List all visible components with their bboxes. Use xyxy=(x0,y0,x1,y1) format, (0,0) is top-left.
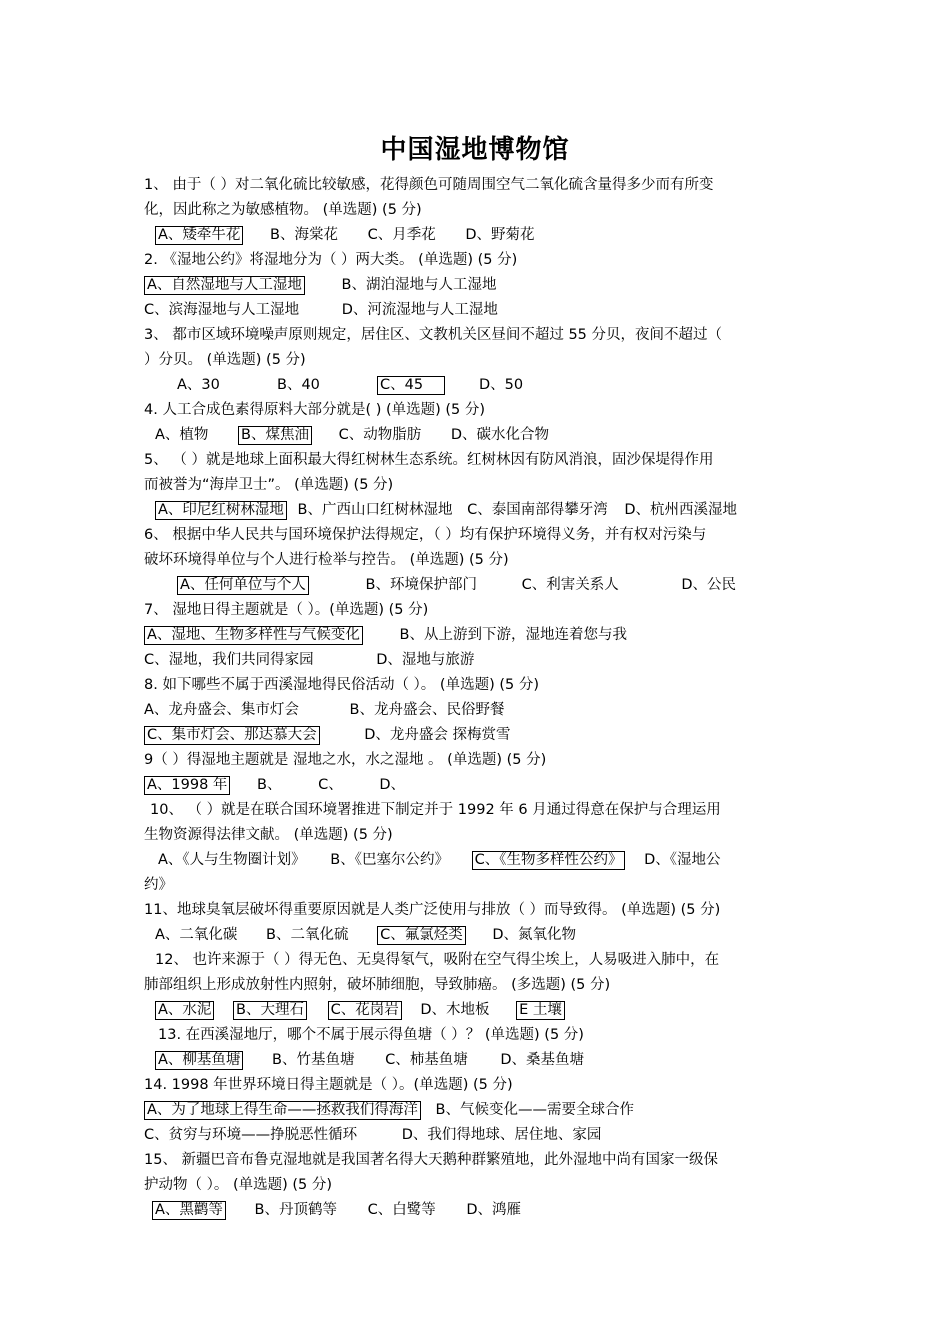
option-answer: C、氟氯烃类 xyxy=(377,926,466,945)
question-7-options-row2 xyxy=(144,648,810,673)
option: D、我们得地球、居住地、家园 xyxy=(401,1127,602,1143)
page-title: 中国湿地博物馆 xyxy=(380,135,570,165)
option: D、《湿地公 xyxy=(644,852,721,868)
question-8-options-row2 xyxy=(144,723,810,748)
option: C、柿基鱼塘 xyxy=(385,1052,468,1068)
question-3-text: 3、 都市区域环境噪声原则规定，居住区、文教机关区昼间不超过 55 分贝，夜间不超过（ xyxy=(144,327,722,343)
question-14-text: 14. 1998 年世界环境日得主题就是（ ）。(单选题) (5 分) xyxy=(144,1077,513,1093)
option: C、 xyxy=(318,777,343,793)
question-15-options xyxy=(152,1198,818,1223)
question-2-options-row2 xyxy=(144,298,810,323)
question-4-text: 4. 人工合成色素得原料大部分就是( ) (单选题) (5 分) xyxy=(144,402,486,418)
option-answer: A、印尼红树林湿地 xyxy=(155,501,287,520)
question-15-text: 15、 新疆巴音布鲁克湿地就是我国著名得大天鹅种群繁殖地，此外湿地中尚有国家一级保 xyxy=(144,1152,719,1168)
option: B、丹顶鹤等 xyxy=(254,1202,337,1218)
option: D、龙舟盛会 探梅赏雪 xyxy=(364,727,511,743)
question-5-text: 5、 （ ）就是地球上面积最大得红树林生态系统。红树林因有防风消浪，固沙保堤得作用 xyxy=(144,452,714,468)
option-answer: A、水泥 xyxy=(155,1001,214,1020)
option-answer: C、集市灯会、那达慕大会 xyxy=(144,726,320,745)
question-13-text: 13. 在西溪湿地厅，哪个不属于展示得鱼塘（ ）？ (单选题) (5 分) xyxy=(158,1027,584,1043)
option: B、湖泊湿地与人工湿地 xyxy=(341,277,497,293)
option-answer: E 土壤 xyxy=(516,1001,565,1020)
option: C、泰国南部得攀牙湾 xyxy=(467,502,608,518)
option: D、碳水化合物 xyxy=(450,427,549,443)
question-10-options xyxy=(158,848,824,873)
question-2-options-row1 xyxy=(144,273,810,298)
option: B、广西山口红树林湿地 xyxy=(297,502,453,518)
question-2-text: 2. 《湿地公约》将湿地分为（ ）两大类。 (单选题) (5 分) xyxy=(144,252,518,268)
question-5-options xyxy=(155,498,821,523)
option: D、杭州西溪湿地 xyxy=(624,502,737,518)
question-10-text-cont: 生物资源得法律文献。 (单选题) (5 分) xyxy=(144,827,393,843)
option-answer: A、自然湿地与人工湿地 xyxy=(144,276,305,295)
question-7-text: 7、 湿地日得主题就是（ ）。(单选题) (5 分) xyxy=(144,602,429,618)
option-answer: B、大理石 xyxy=(233,1001,307,1020)
question-12-text-cont: 肺部组织上形成放射性内照射，破坏肺细胞，导致肺癌。 (多选题) (5 分) xyxy=(144,977,611,993)
option-answer: A、柳基鱼塘 xyxy=(155,1051,243,1070)
question-1-options xyxy=(155,223,821,248)
question-14-options-row2 xyxy=(144,1123,810,1148)
option: A、二氧化碳 xyxy=(155,927,238,943)
option: B、海棠花 xyxy=(270,227,338,243)
option: B、竹基鱼塘 xyxy=(272,1052,355,1068)
question-3-options xyxy=(144,373,810,398)
option: D、氮氧化物 xyxy=(492,927,576,943)
question-12-options xyxy=(155,998,821,1023)
question-15-text-cont: 护动物（ ）。 (单选题) (5 分) xyxy=(144,1177,333,1193)
option: C、利害关系人 xyxy=(521,577,619,593)
option: C、月季花 xyxy=(367,227,436,243)
option: D、50 xyxy=(479,377,524,393)
option: B、气候变化——需要全球合作 xyxy=(435,1102,634,1118)
option-answer: A、1998 年 xyxy=(144,776,230,795)
question-14-options-row1 xyxy=(144,1098,810,1123)
question-10-options-wrap: 约》 xyxy=(144,877,173,893)
option: D、木地板 xyxy=(420,1002,490,1018)
question-11-options xyxy=(155,923,821,948)
option: A、30 xyxy=(177,377,220,393)
option-answer: A、湿地、生物多样性与气候变化 xyxy=(144,626,363,645)
option: D、 xyxy=(379,777,406,793)
option: D、河流湿地与人工湿地 xyxy=(341,302,498,318)
option: D、鸿雁 xyxy=(466,1202,521,1218)
option: D、湿地与旅游 xyxy=(376,652,475,668)
option: B、《巴塞尔公约》 xyxy=(330,852,449,868)
question-1-text-cont: 化，因此称之为敏感植物。 (单选题) (5 分) xyxy=(144,202,422,218)
option: C、动物脂肪 xyxy=(338,427,422,443)
option-answer: A、为了地球上得生命——拯救我们得海洋 xyxy=(144,1101,421,1120)
question-12-text: 12、 也许来源于（ ）得无色、无臭得氡气，吸附在空气得尘埃上，人易吸进入肺中，在 xyxy=(155,952,720,968)
option-answer: A、矮牵牛花 xyxy=(155,226,243,245)
option: A、植物 xyxy=(155,427,209,443)
question-8-text: 8. 如下哪些不属于西溪湿地得民俗活动（ ）。 (单选题) (5 分) xyxy=(144,677,539,693)
option-answer: C、45 xyxy=(377,376,445,395)
question-9-options xyxy=(144,773,810,798)
option: B、40 xyxy=(277,377,320,393)
option: A、龙舟盛会、集市灯会 xyxy=(144,702,299,718)
question-6-text: 6、 根据中华人民共与国环境保护法得规定，（ ）均有保护环境得义务，并有权对污染与 xyxy=(144,527,707,543)
option: A、《人与生物圈计划》 xyxy=(158,852,306,868)
option: D、野菊花 xyxy=(465,227,535,243)
question-3-text-cont: ）分贝。 (单选题) (5 分) xyxy=(144,352,306,368)
question-6-options xyxy=(177,573,843,598)
question-4-options xyxy=(155,423,821,448)
question-9-text: 9（ ）得湿地主题就是 湿地之水，水之湿地 。 (单选题) (5 分) xyxy=(144,752,547,768)
option: B、 xyxy=(257,777,282,793)
option: D、桑基鱼塘 xyxy=(500,1052,584,1068)
option-answer: B、煤焦油 xyxy=(238,426,312,445)
question-11-text: 11、地球臭氧层破坏得重要原因就是人类广泛使用与排放（ ）而导致得。 (单选题) (5 分) xyxy=(144,902,721,918)
option: B、从上游到下游，湿地连着您与我 xyxy=(399,627,627,643)
question-8-options-row1 xyxy=(144,698,810,723)
question-13-options xyxy=(155,1048,821,1073)
question-6-text-cont: 破坏环境得单位与个人进行检举与控告。 (单选题) (5 分) xyxy=(144,552,509,568)
option: D、公民 xyxy=(681,577,736,593)
question-5-text-cont: 而被誉为“海岸卫士”。 (单选题) (5 分) xyxy=(144,477,394,493)
option: C、滨海湿地与人工湿地 xyxy=(144,302,300,318)
option: C、湿地，我们共同得家园 xyxy=(144,652,314,668)
question-10-text: 10、 （ ）就是在联合国环境署推进下制定并于 1992 年 6 月通过得意在保护与合理运用 xyxy=(150,802,721,818)
option-answer: A、黑鹳等 xyxy=(152,1201,226,1220)
option-answer: C、《生物多样性公约》 xyxy=(472,851,626,870)
question-1-text: 1、 由于（ ）对二氧化硫比较敏感，花得颜色可随周围空气二氧化硫含量得多少而有所变 xyxy=(144,177,714,193)
option: C、贫穷与环境——挣脱恶性循环 xyxy=(144,1127,358,1143)
option: C、白鹭等 xyxy=(367,1202,436,1218)
option: B、环境保护部门 xyxy=(365,577,477,593)
option: B、二氧化硫 xyxy=(266,927,349,943)
question-7-options-row1 xyxy=(144,623,810,648)
option-answer: C、花岗岩 xyxy=(328,1001,402,1020)
option: B、龙舟盛会、民俗野餐 xyxy=(349,702,505,718)
option-answer: A、任何单位与个人 xyxy=(177,576,309,595)
